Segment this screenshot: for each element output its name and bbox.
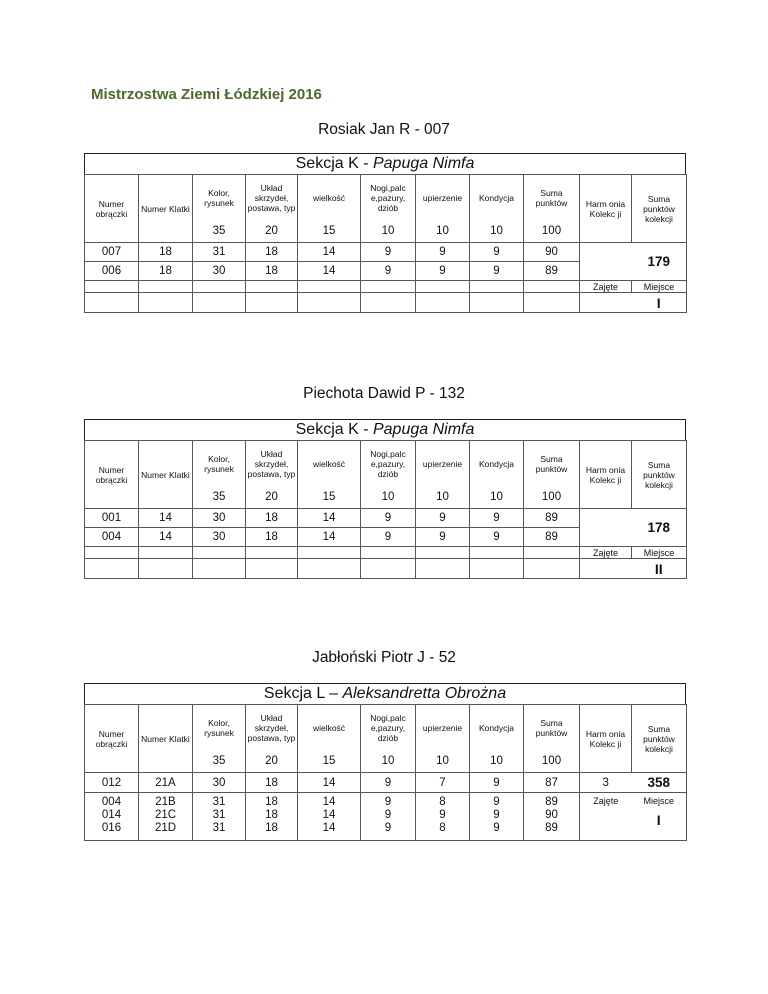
table-cell: 30 bbox=[193, 509, 246, 528]
header-suma-kolekcji: Suma punktów kolekcji bbox=[632, 441, 687, 509]
table-cell: 14 bbox=[298, 509, 361, 528]
label-miejsce: Miejsce bbox=[643, 796, 674, 806]
score-block bbox=[84, 683, 686, 841]
table-cell: 18 bbox=[246, 773, 298, 793]
table-cell: 8 9 8 bbox=[416, 793, 470, 841]
score-block bbox=[84, 153, 686, 313]
place-value: I bbox=[632, 293, 687, 313]
header-nogi: Nogi,palc e,pazury, dziób bbox=[361, 441, 416, 487]
table-cell: 14 bbox=[298, 773, 361, 793]
table-row bbox=[85, 773, 687, 793]
empty-cell bbox=[361, 559, 416, 579]
header-suma: Suma punktów bbox=[524, 705, 580, 751]
empty-cell bbox=[416, 559, 470, 579]
collection-total: 358 bbox=[632, 773, 687, 793]
empty-cell bbox=[524, 547, 580, 559]
place-value: I bbox=[656, 812, 661, 828]
empty-cell bbox=[298, 547, 361, 559]
empty-cell bbox=[139, 281, 193, 293]
empty-cell bbox=[139, 293, 193, 313]
max-points-cell: 20 bbox=[246, 487, 298, 509]
max-points-cell: 20 bbox=[246, 221, 298, 243]
max-points-cell: 10 bbox=[416, 221, 470, 243]
section-species: Aleksandretta Obrożna bbox=[342, 685, 507, 702]
table-cell: 9 bbox=[470, 262, 524, 281]
empty-cell bbox=[246, 559, 298, 579]
table-row bbox=[85, 793, 687, 841]
table-cell: 89 bbox=[524, 262, 580, 281]
header-numer-obraczki: Numer obrączki bbox=[85, 441, 139, 509]
max-points-cell: 35 bbox=[193, 487, 246, 509]
header-suma-kolekcji: Suma punktów kolekcji bbox=[632, 175, 687, 243]
table-cell: 30 bbox=[193, 528, 246, 547]
empty-cell bbox=[416, 293, 470, 313]
header-wielkosc: wielkość bbox=[298, 705, 361, 751]
empty-cell bbox=[139, 559, 193, 579]
table-cell: 14 bbox=[298, 528, 361, 547]
header-row bbox=[85, 175, 687, 221]
table-cell: 001 bbox=[85, 509, 139, 528]
header-uklad: Układ skrzydeł, postawa, typ bbox=[246, 175, 298, 221]
table-cell: 9 bbox=[361, 262, 416, 281]
empty-cell bbox=[361, 293, 416, 313]
harmonia-value: 3 bbox=[580, 773, 632, 793]
table-cell: 9 bbox=[470, 528, 524, 547]
header-row bbox=[85, 705, 687, 751]
table-row bbox=[85, 243, 687, 262]
table-cell: 89 90 89 bbox=[524, 793, 580, 841]
empty-cell bbox=[470, 559, 524, 579]
place-value: II bbox=[632, 559, 687, 579]
document-title: Mistrzostwa Ziemi Łódzkiej 2016 bbox=[91, 86, 322, 103]
empty-cell bbox=[361, 547, 416, 559]
table-cell: 9 bbox=[470, 243, 524, 262]
header-nogi: Nogi,palc e,pazury, dziób bbox=[361, 175, 416, 221]
table-cell: 87 bbox=[524, 773, 580, 793]
max-points-cell: 10 bbox=[416, 487, 470, 509]
table-cell: 31 bbox=[193, 243, 246, 262]
collection-total: 179 bbox=[632, 243, 687, 281]
table-cell: 004 014 016 bbox=[85, 793, 139, 841]
table-cell: 012 bbox=[85, 773, 139, 793]
score-table bbox=[84, 704, 687, 841]
collection-total: 178 bbox=[632, 509, 687, 547]
table-row bbox=[85, 509, 687, 528]
table-cell: 14 bbox=[139, 528, 193, 547]
empty-cell bbox=[85, 293, 139, 313]
label-zajete: Zajęte bbox=[580, 547, 632, 559]
table-cell: 7 bbox=[416, 773, 470, 793]
max-points-cell: 10 bbox=[361, 221, 416, 243]
max-points-cell: 35 bbox=[193, 221, 246, 243]
max-points-cell: 15 bbox=[298, 751, 361, 773]
section-title bbox=[84, 153, 686, 174]
header-uklad: Układ skrzydeł, postawa, typ bbox=[246, 705, 298, 751]
table-cell: 89 bbox=[524, 509, 580, 528]
header-uklad: Układ skrzydeł, postawa, typ bbox=[246, 441, 298, 487]
table-cell: 89 bbox=[524, 528, 580, 547]
label-miejsce: Miejsce bbox=[632, 547, 687, 559]
label-zajete: Zajęte bbox=[580, 281, 632, 293]
labels-row bbox=[85, 281, 687, 293]
header-kondycja: Kondycja bbox=[470, 705, 524, 751]
header-numer-obraczki: Numer obrączki bbox=[85, 705, 139, 773]
empty-cell bbox=[85, 547, 139, 559]
header-harmonia: Harm onia Kolekc ji bbox=[580, 175, 632, 243]
max-points-cell: 15 bbox=[298, 487, 361, 509]
harmonia-value bbox=[580, 509, 632, 547]
max-points-cell: 100 bbox=[524, 221, 580, 243]
empty-cell bbox=[361, 281, 416, 293]
header-numer-klatki: Numer Klatki bbox=[139, 175, 193, 243]
empty-cell bbox=[193, 281, 246, 293]
empty-cell bbox=[298, 293, 361, 313]
table-cell: 90 bbox=[524, 243, 580, 262]
owner-heading: Jabłoński Piotr J - 52 bbox=[312, 649, 456, 666]
header-suma-kolekcji: Suma punktów kolekcji bbox=[632, 705, 687, 773]
table-cell: 9 bbox=[416, 509, 470, 528]
table-cell: 14 bbox=[298, 243, 361, 262]
table-cell: 9 bbox=[361, 528, 416, 547]
table-cell: 9 9 9 bbox=[470, 793, 524, 841]
header-numer-obraczki: Numer obrączki bbox=[85, 175, 139, 243]
empty-cell bbox=[85, 281, 139, 293]
table-cell: 9 bbox=[361, 243, 416, 262]
table-cell: 18 bbox=[139, 243, 193, 262]
owner-heading: Rosiak Jan R - 007 bbox=[318, 121, 450, 138]
empty-cell bbox=[298, 281, 361, 293]
table-cell: 9 bbox=[361, 509, 416, 528]
place-row bbox=[85, 559, 687, 579]
table-cell: 21B 21C 21D bbox=[139, 793, 193, 841]
section-prefix: Sekcja L – bbox=[263, 685, 343, 702]
header-kolor: Kolor, rysunek bbox=[193, 441, 246, 487]
header-nogi: Nogi,palc e,pazury, dziób bbox=[361, 705, 416, 751]
score-block bbox=[84, 419, 686, 579]
empty-cell bbox=[524, 559, 580, 579]
header-wielkosc: wielkość bbox=[298, 175, 361, 221]
max-points-cell: 20 bbox=[246, 751, 298, 773]
empty-cell bbox=[246, 293, 298, 313]
max-points-cell: 100 bbox=[524, 487, 580, 509]
empty-cell bbox=[470, 281, 524, 293]
table-cell: 9 bbox=[470, 773, 524, 793]
place-row bbox=[85, 293, 687, 313]
zajete-value bbox=[580, 293, 632, 313]
table-cell: 18 bbox=[246, 262, 298, 281]
table-cell: 18 bbox=[139, 262, 193, 281]
table-cell: 14 bbox=[139, 509, 193, 528]
label-zajete-cell bbox=[580, 793, 632, 841]
max-points-cell: 10 bbox=[361, 487, 416, 509]
max-points-cell: 10 bbox=[416, 751, 470, 773]
empty-cell bbox=[298, 559, 361, 579]
table-cell: 007 bbox=[85, 243, 139, 262]
empty-cell bbox=[139, 547, 193, 559]
table-cell: 9 bbox=[361, 773, 416, 793]
header-upierzenie: upierzenie bbox=[416, 705, 470, 751]
max-points-cell: 10 bbox=[470, 487, 524, 509]
table-cell: 9 bbox=[416, 528, 470, 547]
header-numer-klatki: Numer Klatki bbox=[139, 441, 193, 509]
max-points-cell: 100 bbox=[524, 751, 580, 773]
table-cell: 14 bbox=[298, 262, 361, 281]
empty-cell bbox=[416, 281, 470, 293]
header-kolor: Kolor, rysunek bbox=[193, 705, 246, 751]
header-row bbox=[85, 441, 687, 487]
empty-cell bbox=[524, 281, 580, 293]
header-kondycja: Kondycja bbox=[470, 441, 524, 487]
max-points-cell: 10 bbox=[470, 221, 524, 243]
header-kolor: Kolor, rysunek bbox=[193, 175, 246, 221]
header-upierzenie: upierzenie bbox=[416, 175, 470, 221]
table-cell: 004 bbox=[85, 528, 139, 547]
section-title bbox=[84, 683, 686, 704]
table-cell: 9 bbox=[470, 509, 524, 528]
max-points-cell: 35 bbox=[193, 751, 246, 773]
empty-cell bbox=[470, 293, 524, 313]
header-kondycja: Kondycja bbox=[470, 175, 524, 221]
table-cell: 30 bbox=[193, 262, 246, 281]
table-cell: 9 bbox=[416, 243, 470, 262]
empty-cell bbox=[246, 547, 298, 559]
empty-cell bbox=[193, 293, 246, 313]
table-cell: 006 bbox=[85, 262, 139, 281]
header-upierzenie: upierzenie bbox=[416, 441, 470, 487]
harmonia-value bbox=[580, 243, 632, 281]
max-points-cell: 10 bbox=[361, 751, 416, 773]
score-table bbox=[84, 440, 687, 579]
section-prefix: Sekcja K - bbox=[295, 421, 373, 438]
score-table bbox=[84, 174, 687, 313]
empty-cell bbox=[246, 281, 298, 293]
empty-cell bbox=[524, 293, 580, 313]
table-cell: 18 bbox=[246, 528, 298, 547]
section-title bbox=[84, 419, 686, 440]
empty-cell bbox=[193, 559, 246, 579]
header-wielkosc: wielkość bbox=[298, 441, 361, 487]
owner-heading: Piechota Dawid P - 132 bbox=[303, 385, 465, 402]
empty-cell bbox=[470, 547, 524, 559]
max-points-cell: 10 bbox=[470, 751, 524, 773]
header-harmonia: Harm onia Kolekc ji bbox=[580, 441, 632, 509]
table-cell: 9 bbox=[416, 262, 470, 281]
table-cell: 31 31 31 bbox=[193, 793, 246, 841]
labels-row bbox=[85, 547, 687, 559]
table-cell: 30 bbox=[193, 773, 246, 793]
table-cell: 18 bbox=[246, 243, 298, 262]
section-prefix: Sekcja K - bbox=[295, 155, 373, 172]
header-suma: Suma punktów bbox=[524, 175, 580, 221]
empty-cell bbox=[193, 547, 246, 559]
empty-cell bbox=[416, 547, 470, 559]
zajete-value bbox=[580, 559, 632, 579]
table-cell: 18 bbox=[246, 509, 298, 528]
empty-cell bbox=[85, 559, 139, 579]
section-species: Papuga Nimfa bbox=[372, 421, 475, 438]
header-numer-klatki: Numer Klatki bbox=[139, 705, 193, 773]
section-species: Papuga Nimfa bbox=[372, 155, 475, 172]
label-zajete: Zajęte bbox=[593, 796, 619, 806]
max-points-cell: 15 bbox=[298, 221, 361, 243]
table-cell: 14 14 14 bbox=[298, 793, 361, 841]
table-cell: 21A bbox=[139, 773, 193, 793]
header-suma: Suma punktów bbox=[524, 441, 580, 487]
label-miejsce: Miejsce bbox=[632, 281, 687, 293]
table-cell: 18 18 18 bbox=[246, 793, 298, 841]
header-harmonia: Harm onia Kolekc ji bbox=[580, 705, 632, 773]
table-cell: 9 9 9 bbox=[361, 793, 416, 841]
place-cell bbox=[632, 793, 687, 841]
